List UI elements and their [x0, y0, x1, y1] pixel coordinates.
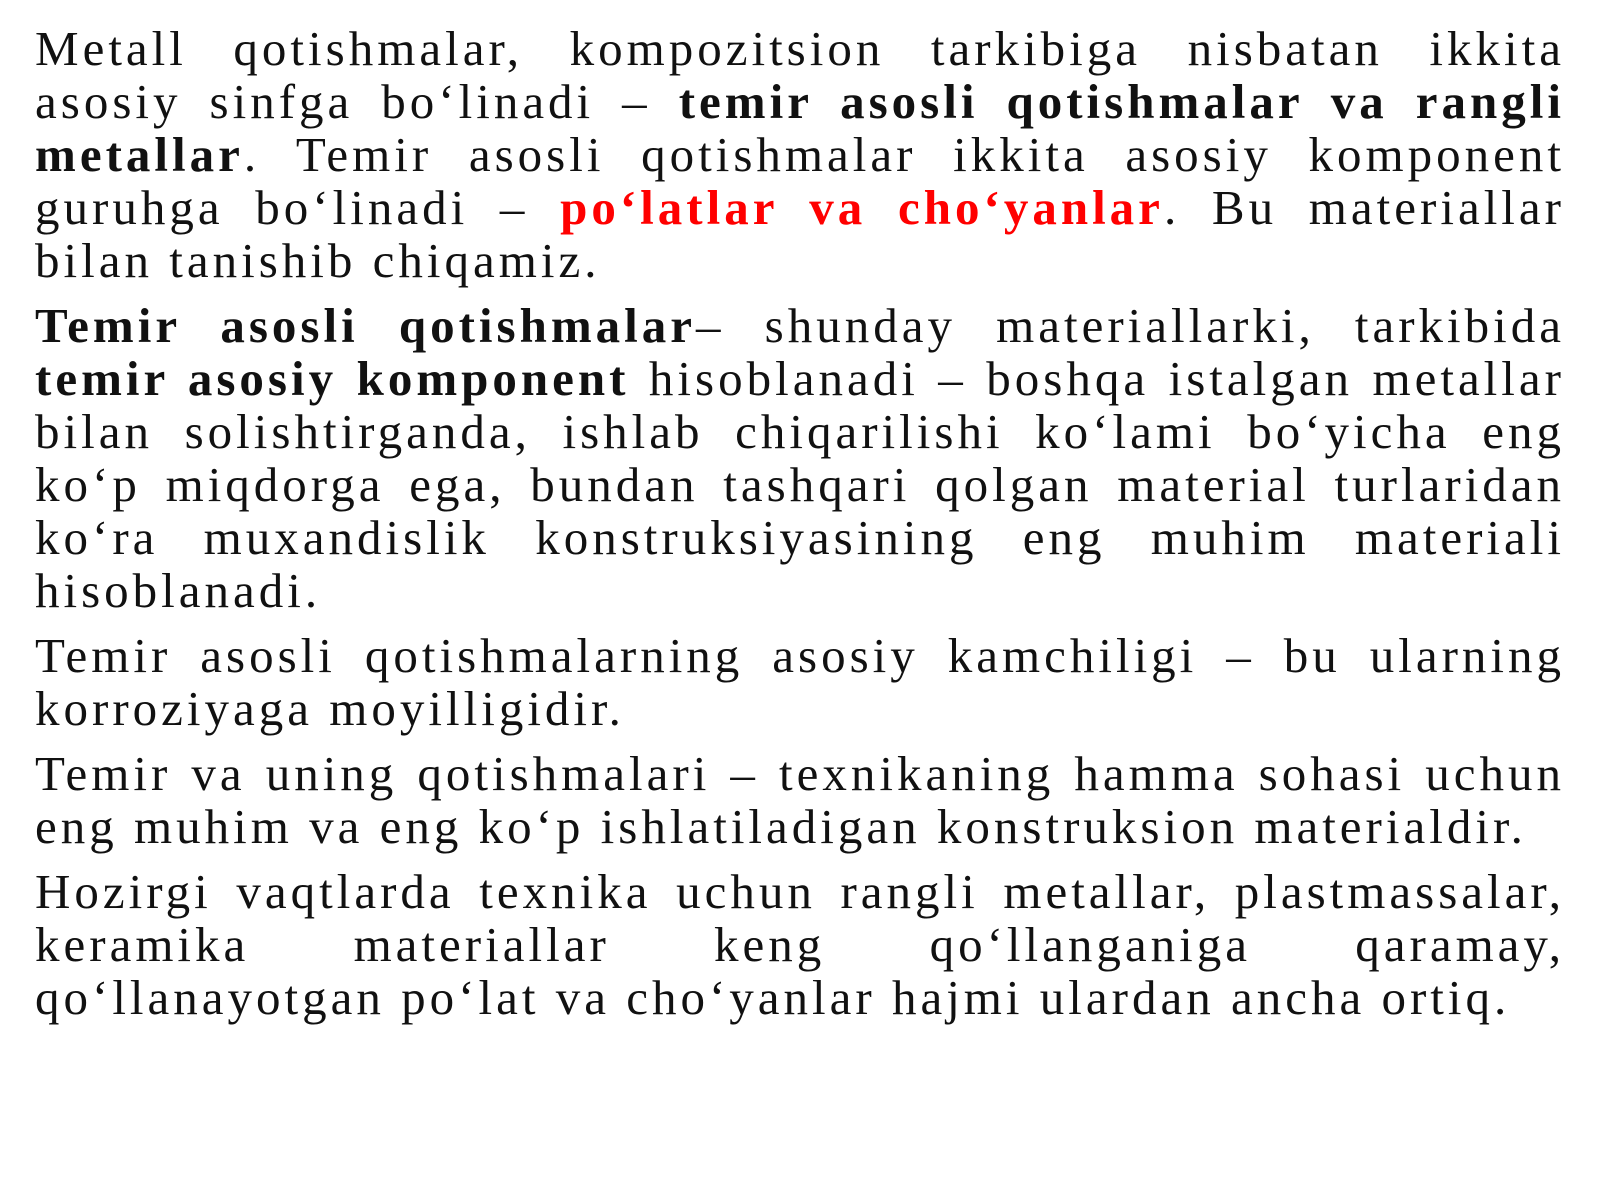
- text-definition-rest: hisoblanadi – boshqa istalgan metallar bilan solishtirganda, ishlab chiqarilishi ko‘lami bo‘yicha eng ko‘p miqdorga ega, bundan tashqari qolgan material turlaridan ko‘ra muxandislik konstruksiyasining eng muhim materiali hisoblanadi.: [35, 351, 1565, 618]
- text-definition: – shunday materiallarki, tarkibida: [696, 298, 1565, 353]
- text-usage: Hozirgi vaqtlarda texnika uchun rangli metallar, plastmassalar, keramika materiallar keng qo‘llanganiga qaramay, qo‘llanayotgan po‘lat va cho‘yanlar hajmi ulardan ancha ortiq.: [35, 864, 1565, 1025]
- paragraph-alloy-classes: [35, 22, 1565, 287]
- text-components: . Temir asosli qotishmalar ikkita asosiy komponent guruhga bo‘linadi –: [35, 127, 1565, 235]
- paragraph-current-usage: [35, 865, 1565, 1024]
- text-importance: Temir va uning qotishmalari – texnikaning hamma sohasi uchun eng muhim va eng ko‘p ishlatiladigan konstruksion materialdir.: [35, 746, 1565, 854]
- text-intro: Metall qotishmalar, kompozitsion tarkibiga nisbatan ikkita asosiy sinfga bo‘linadi –: [35, 21, 1565, 129]
- highlight-steels-cast-irons: po‘latlar va cho‘yanlar: [560, 180, 1164, 235]
- emphasis-alloy-classes: temir asosli qotishmalar va rangli metallar: [35, 74, 1565, 182]
- paragraph-main-drawback: [35, 629, 1565, 735]
- paragraph-importance: [35, 747, 1565, 853]
- text-outro: . Bu materiallar bilan tanishib chiqamiz.: [35, 180, 1565, 288]
- paragraph-iron-alloys-definition: [35, 299, 1565, 617]
- slide-body: [35, 22, 1565, 1036]
- text-drawback: Temir asosli qotishmalarning asosiy kamchiligi – bu ularning korroziyaga moyilligidir.: [35, 628, 1565, 736]
- term-iron-alloys: Temir asosli qotishmalar: [35, 298, 697, 353]
- emphasis-main-component: temir asosiy komponent: [35, 351, 630, 406]
